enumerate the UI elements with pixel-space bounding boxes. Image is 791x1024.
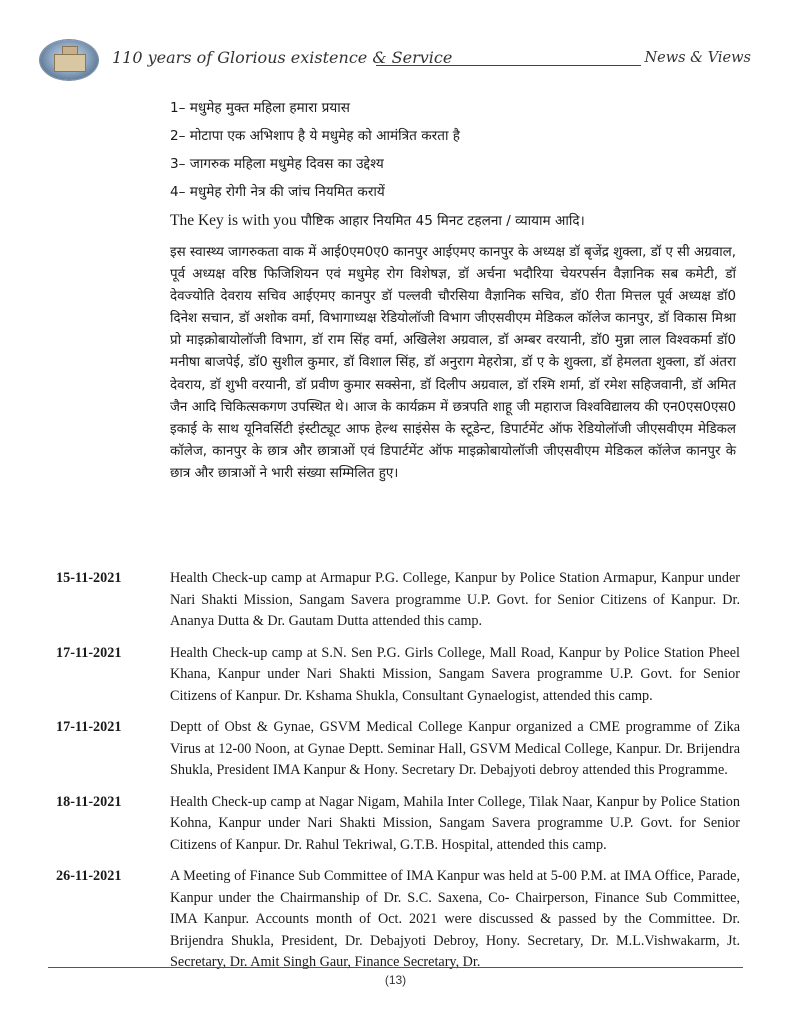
- hindi-section: [170, 94, 740, 485]
- header-section-title: News & Views: [644, 50, 751, 66]
- hindi-list-item: 4– मधुमेह रोगी नेत्र की जांच नियमित करायें: [170, 184, 385, 200]
- hindi-list-item: 2– मोटापा एक अभिशाप है ये मधुमेह को आमंत्रित करता है: [170, 128, 461, 144]
- footer-rule: [48, 967, 743, 968]
- page-number: (13): [384, 973, 407, 987]
- event-date: 18-11-2021: [56, 793, 122, 810]
- event-date: 15-11-2021: [56, 570, 122, 586]
- event-text: Deptt of Obst & Gynae, GSVM Medical College Kanpur organized a CME programme of Zika Virus at 12-00 Noon, at Gynae Deptt. Seminar Hall, GSVM Medical College, Kanpur. Dr. Brijendra Shukla, President IMA Kanpur & Hony. Secretary Dr. Debajyoti debroy attended this Programme.: [170, 719, 740, 778]
- event-entry: [56, 717, 740, 782]
- key-line-english: The Key is with you: [170, 212, 297, 229]
- building-logo-icon: [40, 40, 98, 80]
- key-line-hindi: पौष्टिक आहार नियमित 45 मिनट टहलना / व्यायाम आदि।: [296, 213, 585, 229]
- event-entries: [56, 568, 740, 984]
- event-entry: [56, 866, 740, 974]
- event-text: Health Check-up camp at S.N. Sen P.G. Girls College, Mall Road, Kanpur by Police Station Pheel Khana, Kanpur under Nari Shakti Mission, Sangam Savera programme U.P. Govt. for Senior Citizens of Kanpur. Dr. Kshama Shukla, Consultant Gynaelogist, attended this camp.: [170, 644, 740, 704]
- event-date: 17-11-2021: [56, 719, 122, 735]
- hindi-list-item: 3– जागरुक महिला मधुमेह दिवस का उद्देश्य: [170, 156, 384, 172]
- event-entry: [56, 568, 740, 633]
- event-text: Health Check-up camp at Armapur P.G. College, Kanpur by Police Station Armapur, Kanpur under Nari Shakti Mission, Sangam Savera programme U.P. Govt. for Senior Citizens of Kanpur. Dr. Ananya Dutta & Dr. Gautam Dutta attended this camp.: [170, 570, 740, 629]
- key-line: [170, 206, 740, 236]
- event-date: 26-11-2021: [56, 868, 122, 884]
- event-text: Health Check-up camp at Nagar Nigam, Mahila Inter College, Tilak Naar, Kanpur by Police Station Kohna, Kanpur under Nari Shakti Mission, Sangam Savera programme U.P. Govt. for Senior Citizens of Kanpur. Dr. Rahul Tekriwal, G.T.B. Hospital, attended this camp.: [170, 793, 740, 853]
- header-rule: [376, 65, 641, 66]
- event-date: 17-11-2021: [56, 644, 122, 661]
- hindi-paragraph: इस स्वास्थ्य जागरुकता वाक में आई0एम0ए0 कानपुर आईएमए कानपुर के अध्यक्ष डॉ बृजेंद्र शुक्ला, डॉ ए सी अग्रवाल, पूर्व अध्यक्ष वरिष्ठ फिजिशियन एवं मधुमेह रोग विशेषज्ञ, डॉ अर्चना भदौरिया चेयरपर्सन वैज्ञानिक सब कमेटी, डॉ देवज्योति देवराय सचिव आईएमए कानपुर डॉ पल्लवी चौरसिया वैज्ञानिक सचिव, डॉ0 रीता मित्तल पूर्व अध्यक्ष डॉ0 दिनेश सचान, डॉ अशोक वर्मा, विभागाध्यक्ष रेडियोलॉजी विभाग जीएसवीएम मेडिकल कॉलेज कानपुर, डॉ विकास मिश्रा प्रो माइक्रोबायोलॉजी विभाग, डॉ राम सिंह वर्मा, अखिलेश अग्रवाल, डॉ अम्बर वरयानी, डॉ0 मुन्ना लाल विश्वकर्मा डॉ0 मनीषा बाजपेई, डॉ0 सुशील कुमार, डॉ विशाल सिंह, डॉ अनुराग मेहरोत्रा, डॉ ए के शुक्ला, डॉ हेमलता शुक्ला, डॉ अंतरा देवराय, डॉ शुभी वरयानी, डॉ प्रवीण कुमार सक्सेना, डॉ दिलीप अग्रवाल, डॉ रश्मि शर्मा, डॉ रमेश सहिजवानी, डॉ अमित जैन आदि चिकित्सकगण उपस्थित थे। आज के कार्यक्रम में छत्रपति शाहू जी महाराज विश्वविद्यालय की एन0एस0एस0 इकाई के साथ यूनिवर्सिटी इंस्टीट्यूट आफ हेल्थ साइंसेस के स्टूडेन्ट, डिपार्टमेंट ऑफ रेडियोलॉजी जीएसवीएम मेडिकल कॉलेज, कानपुर के छात्र और छात्राओं एवं डिपार्टमेंट ऑफ माइक्रोबायोलॉजी जीएसवीएम मेडिकल कॉलेज कानपुर के छात्र और छात्राओं ने भारी संख्या सम्मिलित हुए।: [170, 245, 736, 481]
- event-text: A Meeting of Finance Sub Committee of IMA Kanpur was held at 5-00 P.M. at IMA Office, Parade, Kanpur under the Chairmanship of Dr. S.C. Saxena, Co- Chairperson, Finance Sub Committee, IMA Kanpur. Accounts month of Oct. 2021 were discussed & passed by the Committee. Dr. Brijendra Shukla, President, Dr. Debajyoti Debroy, Hony. Secretary, Dr. M.L.Vishwakarm, Jt. Secretary, Dr. Amit Singh Gaur, Finance Secretary, Dr.: [170, 868, 740, 970]
- event-entry: [56, 643, 740, 708]
- header-tagline: 110 years of Glorious existence & Service: [112, 48, 453, 67]
- hindi-list-item: 1– मधुमेह मुक्त महिला हमारा प्रयास: [170, 100, 350, 116]
- event-entry: [56, 792, 740, 857]
- page-header: [38, 38, 753, 84]
